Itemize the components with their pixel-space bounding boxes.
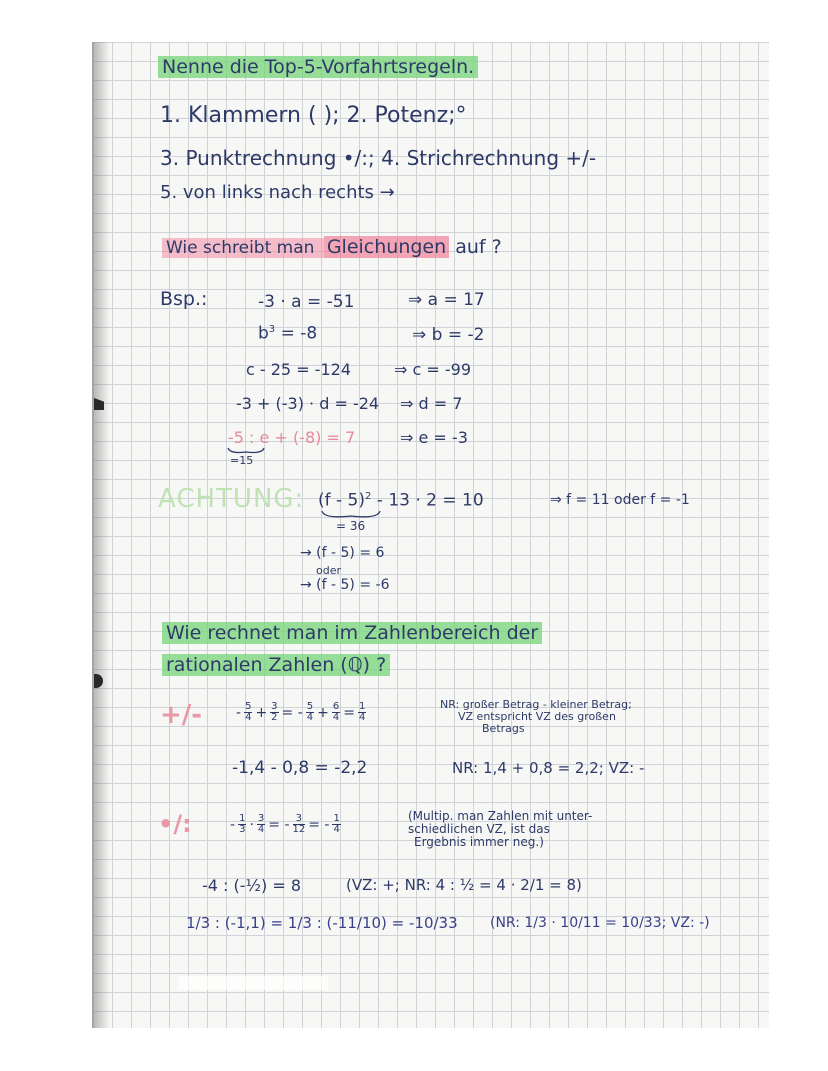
example-division-2: 1/3 : (-1,1) = 1/3 : (-11/10) = -10/33 (186, 914, 458, 932)
ex1-note-line-3: Betrags (482, 722, 525, 736)
achtung-eq-exp: 2 (365, 491, 372, 502)
question-priority-rules (158, 58, 478, 77)
ex1-eq-2: = (343, 704, 355, 721)
ex1-note (440, 699, 632, 735)
example-multiplication-fractions (230, 814, 341, 835)
equation-2 (258, 325, 317, 343)
plus-minus-label: +/- (160, 700, 203, 730)
ex1-frac-4-den: 4 (332, 712, 340, 723)
ex1-frac-3-num: 5 (306, 701, 314, 712)
equation-5-text: -5 : e + (-8) = 7 (228, 428, 356, 447)
example-division-1: -4 : (-½) = 8 (202, 876, 302, 895)
ex1-frac-1-num: 5 (245, 701, 252, 712)
ex1-op: + (255, 704, 268, 721)
ex3-lead: - (230, 816, 236, 833)
ex3-frac-2-num: 3 (257, 813, 265, 824)
equation-3: c - 25 = -124 (246, 360, 351, 379)
achtung-step-2: → (f - 5) = -6 (300, 577, 390, 593)
equation-2-base: b (258, 323, 269, 344)
ex1-frac-1 (244, 702, 252, 723)
ex3-frac-4-den: 4 (333, 824, 340, 835)
result-1: ⇒ a = 17 (408, 290, 485, 310)
question-rational-text-2: rationalen Zahlen (ℚ) ? (162, 654, 390, 676)
question-text: Nenne die Top-5-Vorfahrtsregeln. (158, 56, 478, 78)
question-rational-line-1 (162, 624, 542, 643)
ex3-frac-3-num: 3 (293, 814, 306, 825)
ex4-note: (VZ: +; NR: 4 : ½ = 4 · 2/1 = 8) (346, 876, 582, 894)
page-shadow (92, 42, 110, 1028)
ex1-note-line-2: VZ entspricht VZ des großen (458, 710, 616, 724)
achtung-brace-value: = 36 (336, 519, 366, 533)
ex3-frac-3-den: 12 (292, 824, 306, 835)
ex3-op: · (249, 816, 254, 833)
ex3-frac-3 (293, 814, 306, 835)
equation-5 (228, 430, 355, 446)
achtung-equation (318, 492, 484, 510)
result-3: ⇒ c = -99 (394, 360, 471, 379)
result-4: ⇒ d = 7 (400, 394, 463, 413)
equation-4: -3 + (-3) · d = -24 (236, 394, 380, 413)
ex3-note-line-3: Ergebnis immer neg.) (414, 835, 544, 850)
question-equations-post: auf ? (449, 236, 502, 258)
ex3-eq: = - (268, 816, 290, 833)
smudge-mark (178, 976, 328, 990)
equation-1: -3 · a = -51 (258, 292, 355, 312)
rule-line-3: 5. von links nach rechts → (160, 182, 395, 203)
question-rational-line-2 (162, 656, 390, 675)
ex1-op-2: + (317, 704, 329, 721)
ex3-frac-1 (238, 814, 246, 835)
ex1-frac-5-num: 1 (359, 701, 366, 712)
ex1-frac-5-den: 4 (359, 712, 366, 723)
mul-div-label: •/: (158, 810, 192, 838)
result-5: ⇒ e = -3 (400, 428, 468, 447)
achtung-step-1: → (f - 5) = 6 (300, 545, 385, 561)
achtung-step-or: oder (316, 564, 342, 577)
ex1-frac-1-den: 4 (245, 712, 252, 723)
ex2-note: NR: 1,4 + 0,8 = 2,2; VZ: - (452, 759, 645, 777)
ex3-frac-1-num: 1 (239, 813, 246, 824)
ex1-note-line-1: NR: großer Betrag - kleiner Betrag; (440, 698, 632, 711)
ex3-frac-1-den: 3 (239, 824, 246, 835)
ex1-eq: = - (281, 704, 303, 721)
rule-line-1: 1. Klammern ( ); 2. Potenz;° (160, 103, 467, 128)
achtung-label: ACHTUNG: (158, 484, 305, 514)
question-equations-hl: Gleichungen (324, 236, 449, 258)
ex1-frac-3-den: 4 (306, 712, 314, 723)
ex3-eq-2: = - (308, 816, 330, 833)
question-equations-pre: Wie schreibt man (162, 238, 324, 258)
ex3-frac-2-den: 4 (257, 824, 265, 835)
ex1-frac-4 (332, 702, 340, 723)
question-rational-text-1: Wie rechnet man im Zahlenbereich der (162, 622, 542, 644)
example-addition-fractions (236, 702, 366, 723)
question-equations (162, 238, 502, 257)
ex3-frac-4-num: 1 (333, 813, 340, 824)
achtung-eq-base: (f - 5) (318, 490, 366, 511)
rule-line-2: 3. Punktrechnung •/:; 4. Strichrechnung +/- (160, 146, 597, 170)
example-label: Bsp.: (160, 288, 208, 310)
ex3-frac-4 (332, 814, 340, 835)
ex1-frac-2 (270, 702, 278, 723)
ex5-note: (NR: 1/3 · 10/11 = 10/33; VZ: -) (490, 915, 710, 931)
equation-2-rest: = -8 (275, 323, 318, 344)
achtung-eq-rest: - 13 · 2 = 10 (371, 490, 484, 511)
achtung-result: ⇒ f = 11 oder f = -1 (550, 492, 690, 508)
ex1-lead: - (236, 704, 242, 721)
ex1-frac-2-den: 2 (271, 712, 278, 723)
ex3-note-line-2: schiedlichen VZ, ist das (408, 822, 550, 837)
equation-5-subtotal: =15 (230, 454, 254, 467)
ex1-frac-3 (306, 702, 314, 723)
ex1-frac-5 (358, 702, 366, 723)
ex3-frac-2 (257, 814, 265, 835)
ex3-note (408, 810, 592, 850)
result-2: ⇒ b = -2 (412, 325, 485, 345)
ex3-note-line-1: (Multip. man Zahlen mit unter- (408, 809, 593, 823)
ex1-frac-2-num: 3 (271, 701, 278, 712)
ex1-frac-4-num: 6 (332, 701, 340, 712)
equation-2-exp: 3 (268, 324, 276, 335)
example-decimal-subtraction: -1,4 - 0,8 = -2,2 (232, 758, 368, 778)
